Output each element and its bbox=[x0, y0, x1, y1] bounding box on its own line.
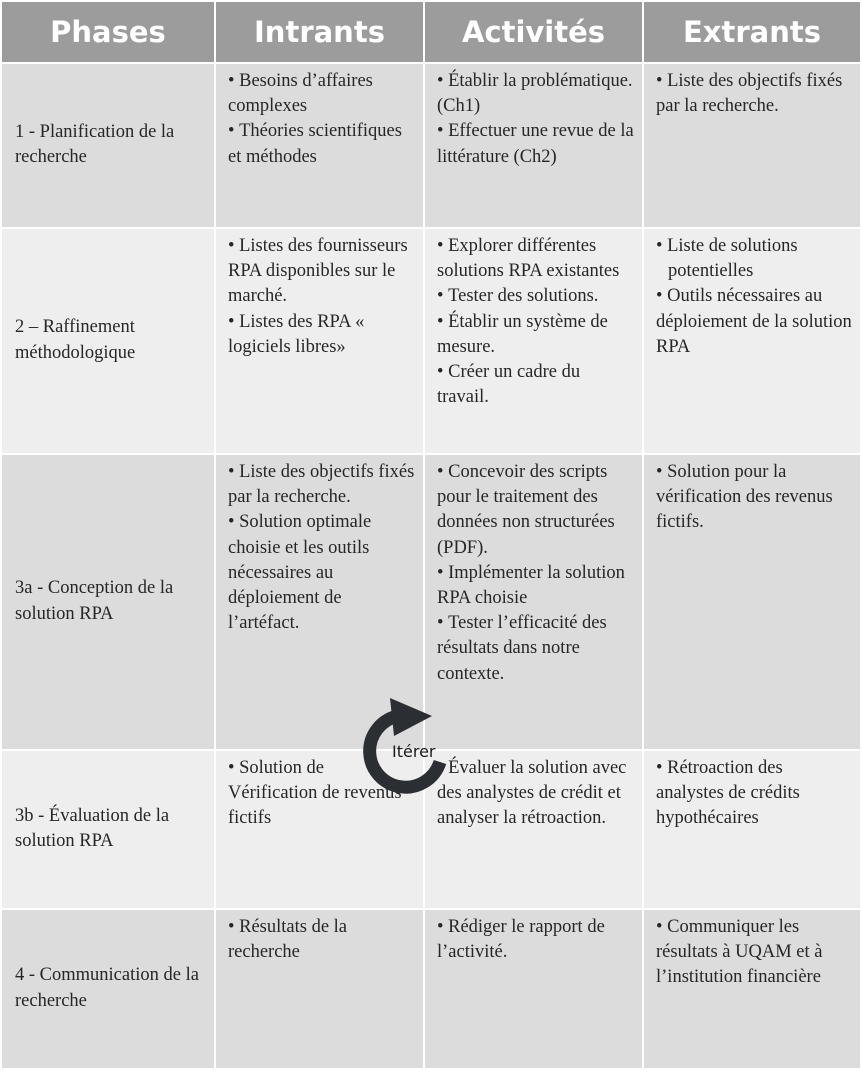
list-item: • Effectuer une revue de la littérature (Ch2) bbox=[437, 119, 634, 169]
intrants-cell bbox=[216, 229, 423, 453]
table-row bbox=[2, 229, 860, 453]
list-item: • Explorer différentes solutions RPA existantes bbox=[437, 234, 634, 284]
list-item: • Solution pour la vérification des revenus fictifs. bbox=[656, 460, 852, 536]
list-item: • Solution optimale choisie et les outils nécessaires au déploiement de l’artéfact. bbox=[228, 510, 415, 636]
list-item: • Implémenter la solution RPA choisie bbox=[437, 561, 634, 611]
list-item: • Tester l’efficacité des résultats dans notre contexte. bbox=[437, 611, 634, 687]
phase-cell: 3b - Évaluation de la solution RPA bbox=[2, 751, 214, 908]
activites-cell bbox=[425, 910, 642, 1068]
list-item: • Établir un système de mesure. bbox=[437, 310, 634, 360]
list-item: • Solution de Vérification de revenus fictifs bbox=[228, 756, 415, 832]
list-item: • Rétroaction des analystes de crédits hypothécaires bbox=[656, 756, 852, 832]
iterate-label: Itérer bbox=[392, 742, 436, 761]
phase-cell: 2 – Raffinement méthodologique bbox=[2, 229, 214, 453]
phase-cell: 3a - Conception de la solution RPA bbox=[2, 455, 214, 749]
list-item: • Rédiger le rapport de l’activité. bbox=[437, 915, 634, 965]
activites-cell bbox=[425, 64, 642, 227]
list-item: • Théories scientifiques et méthodes bbox=[228, 119, 415, 169]
list-item: • Tester des solutions. bbox=[437, 284, 634, 309]
list-item: • Liste des objectifs fixés par la recherche. bbox=[228, 460, 415, 510]
header-row bbox=[2, 2, 860, 62]
list-item: • Outils nécessaires au déploiement de la solution RPA bbox=[656, 284, 852, 360]
header-intrants: Intrants bbox=[216, 2, 423, 62]
list-item: • Communiquer les résultats à UQAM et à l’institution financière bbox=[656, 915, 852, 991]
phase-cell: 4 - Communication de la recherche bbox=[2, 910, 214, 1068]
list-item: • Établir la problématique. (Ch1) bbox=[437, 69, 634, 119]
table-row bbox=[2, 910, 860, 1068]
extrants-cell bbox=[644, 910, 860, 1068]
intrants-cell bbox=[216, 910, 423, 1068]
list-item: • Listes des RPA « logiciels libres» bbox=[228, 310, 415, 360]
list-item: • Concevoir des scripts pour le traitement des données non structurées (PDF). bbox=[437, 460, 634, 561]
extrants-cell bbox=[644, 229, 860, 453]
list-item: • Résultats de la recherche bbox=[228, 915, 415, 965]
extrants-cell bbox=[644, 455, 860, 749]
list-item: • Liste de solutions potentielles bbox=[656, 234, 852, 284]
phase-cell: 1 - Planification de la recherche bbox=[2, 64, 214, 227]
header-activites: Activités bbox=[425, 2, 642, 62]
list-item: • Listes des fournisseurs RPA disponibles sur le marché. bbox=[228, 234, 415, 310]
extrants-cell bbox=[644, 751, 860, 908]
list-item: • Évaluer la solution avec des analystes de crédit et analyser la rétroaction. bbox=[437, 756, 634, 832]
list-item: • Créer un cadre du travail. bbox=[437, 360, 634, 410]
intrants-cell bbox=[216, 64, 423, 227]
list-item: • Liste des objectifs fixés par la recherche. bbox=[656, 69, 852, 119]
header-phases: Phases bbox=[2, 2, 214, 62]
extrants-cell bbox=[644, 64, 860, 227]
activites-cell bbox=[425, 229, 642, 453]
list-item: • Besoins d’affaires complexes bbox=[228, 69, 415, 119]
header-extrants: Extrants bbox=[644, 2, 860, 62]
table-row bbox=[2, 64, 860, 227]
